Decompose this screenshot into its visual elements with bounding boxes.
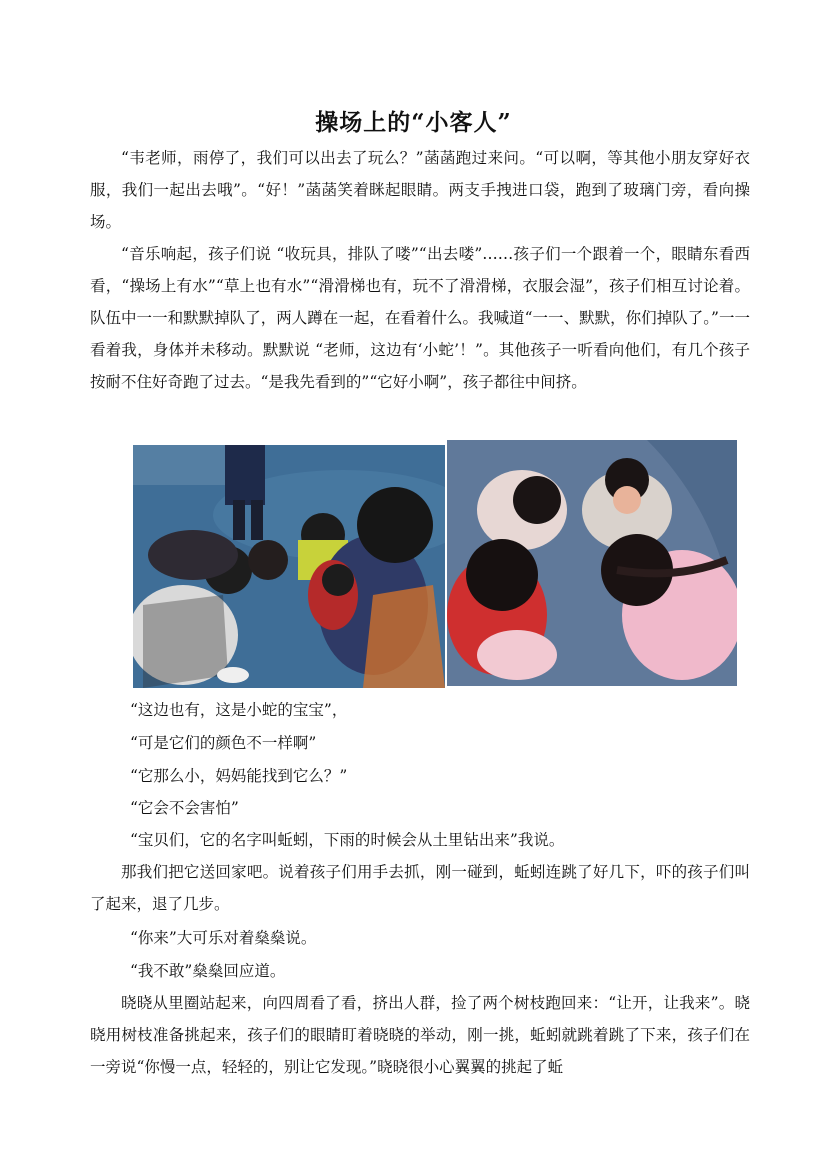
paragraph-2: “音乐响起，孩子们说 “收玩具，排队了喽”“出去喽”……孩子们一个跟着一个，眼睛东看西看，“操场上有水”“草上也有水”“滑滑梯也有，玩不了滑滑梯，衣服会湿”，孩子们相互讨论着。队伍中一一和默默掉队了，两人蹲在一起，在看着什么。我喊道“一一、默默，你们掉队了。”一一看着我，身体并未移动。默默说 “老师，这边有‘小蛇’！”。其他孩子一听看向他们，有几个孩子按耐不住好奇跑了过去。“是我先看到的”“它好小啊”，孩子都往中间挤。	[90, 245, 750, 391]
dialogue-line-2: “可是它们的颜色不一样啊”	[130, 734, 317, 752]
page-title: 操场上的“小客人”	[315, 109, 512, 136]
photo-children-circle-left	[133, 445, 445, 688]
dialogue-line-4: “它会不会害怕”	[130, 799, 239, 817]
dialogue-line-6: “你来”大可乐对着燊燊说。	[130, 929, 317, 947]
paragraph-4: 晓晓从里圈站起来，向四周看了看，挤出人群，捡了两个树枝跑回来：“让开，让我来”。晓晓用树枝准备挑起来，孩子们的眼睛盯着晓晓的举动，刚一挑，蚯蚓就跳着跳了下来，孩子们在一旁说“你慢一点，轻轻的，别让它发现。”晓晓很小心翼翼的挑起了蚯	[90, 994, 750, 1076]
dialogue-line-3: “它那么小，妈妈能找到它么？”	[130, 767, 348, 785]
dialogue-line-7: “我不敢”燊燊回应道。	[130, 962, 286, 980]
photo-children-circle-right	[447, 440, 737, 686]
paragraph-3: 那我们把它送回家吧。说着孩子们用手去抓，刚一碰到，蚯蚓连跳了好几下，吓的孩子们叫了起来，退了几步。	[90, 863, 750, 913]
dialogue-line-1: “这边也有，这是小蛇的宝宝”，	[130, 701, 348, 719]
paragraph-1: “韦老师，雨停了，我们可以出去了玩么？”菡菡跑过来问。“可以啊，等其他小朋友穿好衣服，我们一起出去哦”。“好！”菡菡笑着眯起眼睛。两支手拽进口袋，跑到了玻璃门旁，看向操场。	[90, 149, 750, 231]
dialogue-line-5: “宝贝们，它的名字叫蚯蚓，下雨的时候会从土里钻出来”我说。	[130, 831, 565, 849]
